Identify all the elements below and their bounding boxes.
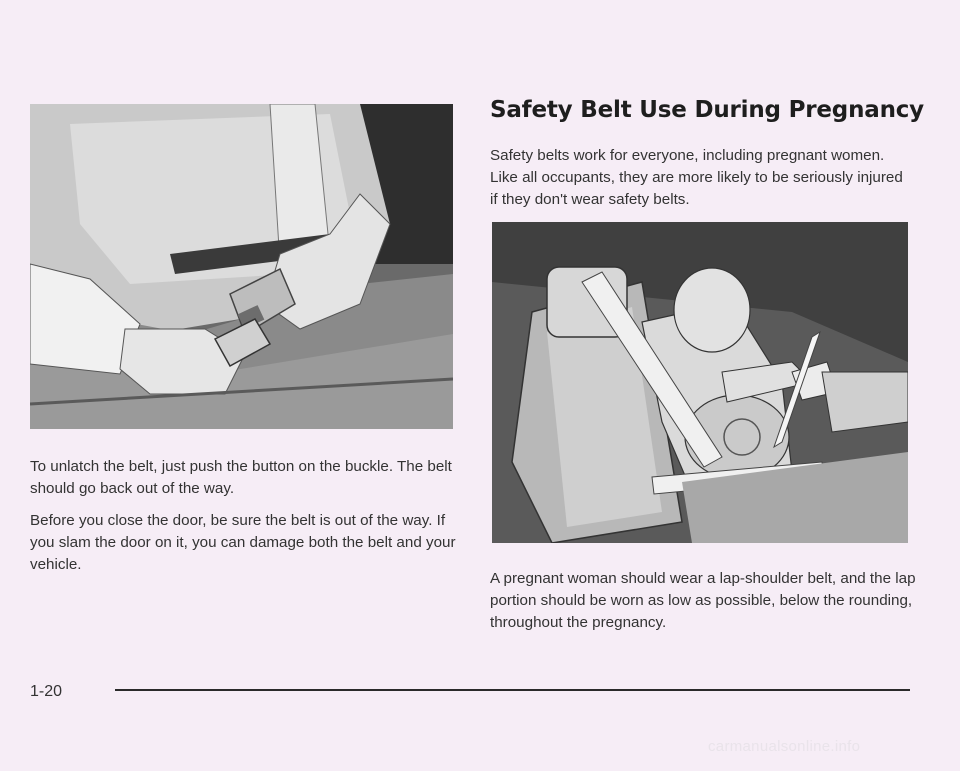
pregnancy-caption: A pregnant woman should wear a lap-shoulder belt, and the lap portion should be worn as low as possible, below the rounding, throughout the pregnancy. xyxy=(490,570,916,631)
section-heading: Safety Belt Use During Pregnancy xyxy=(490,97,924,123)
intro-paragraph: Safety belts work for everyone, including pregnant women. Like all occupants, they are more likely to be seriously injured if they don't wear safety belts. xyxy=(490,147,903,208)
unlatch-paragraph: To unlatch the belt, just push the button on the buckle. The belt should go back out of the way. xyxy=(30,458,452,497)
buckle-instructions xyxy=(30,456,460,586)
page-number: 1-20 xyxy=(30,683,63,700)
door-warning-paragraph: Before you close the door, be sure the belt is out of the way. If you slam the door on it, you can damage both the belt and your vehicle. xyxy=(30,512,456,573)
footer-rule xyxy=(115,689,910,691)
buckle-unlatch-illustration xyxy=(30,104,453,429)
pregnancy-belt-illustration xyxy=(492,222,908,543)
watermark: carmanualsonline.info xyxy=(708,738,861,755)
